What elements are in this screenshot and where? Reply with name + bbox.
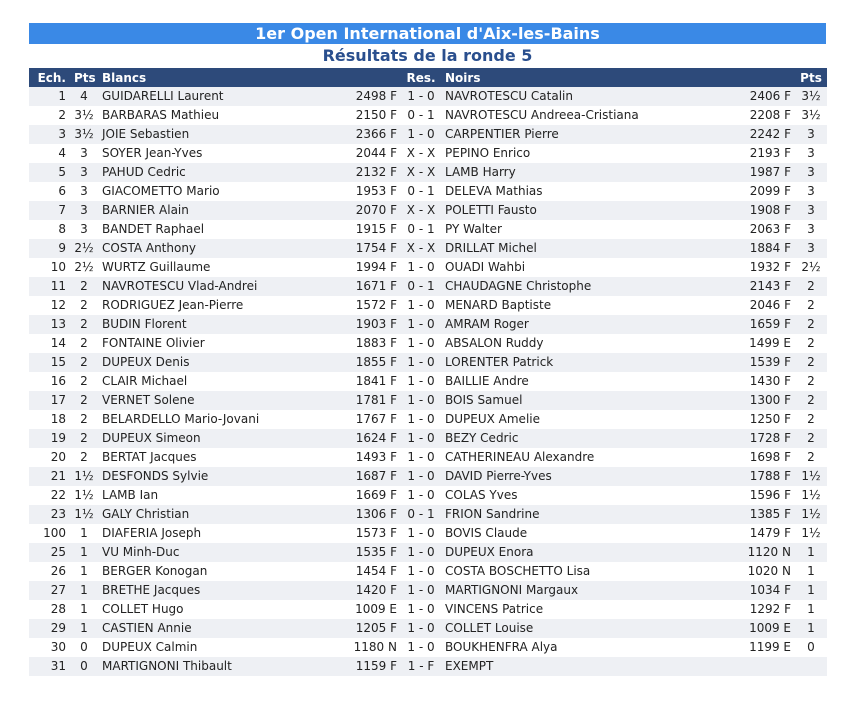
board-number: 13 bbox=[29, 315, 70, 334]
white-rating: 2366 F bbox=[335, 125, 401, 144]
table-row bbox=[29, 315, 827, 334]
board-number: 12 bbox=[29, 296, 70, 315]
white-rating: 1159 F bbox=[335, 657, 401, 676]
white-player: BERTAT Jacques bbox=[98, 448, 335, 467]
white-rating: 1180 N bbox=[335, 638, 401, 657]
game-result: 1 - 0 bbox=[401, 581, 441, 600]
black-rating: 1199 E bbox=[740, 638, 795, 657]
black-player: CARPENTIER Pierre bbox=[441, 125, 740, 144]
board-number: 18 bbox=[29, 410, 70, 429]
board-number: 27 bbox=[29, 581, 70, 600]
white-points: 0 bbox=[70, 638, 98, 657]
game-result: 1 - 0 bbox=[401, 638, 441, 657]
white-player: SOYER Jean-Yves bbox=[98, 144, 335, 163]
white-player: CLAIR Michael bbox=[98, 372, 335, 391]
game-result: 1 - F bbox=[401, 657, 441, 676]
table-row bbox=[29, 429, 827, 448]
white-rating: 1493 F bbox=[335, 448, 401, 467]
results-table bbox=[29, 68, 827, 676]
white-player: NAVROTESCU Vlad-Andrei bbox=[98, 277, 335, 296]
game-result: 1 - 0 bbox=[401, 619, 441, 638]
white-player: COSTA Anthony bbox=[98, 239, 335, 258]
table-row bbox=[29, 486, 827, 505]
white-player: VERNET Solene bbox=[98, 391, 335, 410]
white-player: VU Minh-Duc bbox=[98, 543, 335, 562]
board-number: 20 bbox=[29, 448, 70, 467]
black-player: EXEMPT bbox=[441, 657, 740, 676]
game-result: 1 - 0 bbox=[401, 600, 441, 619]
table-row bbox=[29, 467, 827, 486]
white-rating: 1781 F bbox=[335, 391, 401, 410]
black-points: 1 bbox=[795, 600, 827, 619]
white-rating: 1205 F bbox=[335, 619, 401, 638]
white-points: 1 bbox=[70, 543, 98, 562]
black-player: AMRAM Roger bbox=[441, 315, 740, 334]
black-rating: 2208 F bbox=[740, 106, 795, 125]
white-points: 2 bbox=[70, 391, 98, 410]
black-points: 2 bbox=[795, 448, 827, 467]
white-rating: 1420 F bbox=[335, 581, 401, 600]
black-points: 3 bbox=[795, 201, 827, 220]
game-result: 1 - 0 bbox=[401, 467, 441, 486]
white-points: 2 bbox=[70, 315, 98, 334]
black-points: 1 bbox=[795, 619, 827, 638]
white-points: 1½ bbox=[70, 486, 98, 505]
white-rating: 2132 F bbox=[335, 163, 401, 182]
black-points: 0 bbox=[795, 638, 827, 657]
game-result: 0 - 1 bbox=[401, 505, 441, 524]
header-pts-white: Pts bbox=[70, 68, 98, 87]
white-player: GIACOMETTO Mario bbox=[98, 182, 335, 201]
white-player: BELARDELLO Mario-Jovani bbox=[98, 410, 335, 429]
game-result: 1 - 0 bbox=[401, 315, 441, 334]
white-rating: 1994 F bbox=[335, 258, 401, 277]
black-rating bbox=[740, 657, 795, 676]
white-player: RODRIGUEZ Jean-Pierre bbox=[98, 296, 335, 315]
black-player: CHAUDAGNE Christophe bbox=[441, 277, 740, 296]
black-points: 2 bbox=[795, 315, 827, 334]
white-points: 2 bbox=[70, 372, 98, 391]
black-points: 2 bbox=[795, 277, 827, 296]
game-result: 1 - 0 bbox=[401, 87, 441, 106]
black-points: 2 bbox=[795, 353, 827, 372]
table-row bbox=[29, 87, 827, 106]
board-number: 2 bbox=[29, 106, 70, 125]
white-rating: 1953 F bbox=[335, 182, 401, 201]
white-player: BRETHE Jacques bbox=[98, 581, 335, 600]
black-rating: 2046 F bbox=[740, 296, 795, 315]
table-row bbox=[29, 163, 827, 182]
game-result: 1 - 0 bbox=[401, 258, 441, 277]
white-player: DUPEUX Denis bbox=[98, 353, 335, 372]
board-number: 29 bbox=[29, 619, 70, 638]
black-rating: 2143 F bbox=[740, 277, 795, 296]
table-row bbox=[29, 258, 827, 277]
black-points: 3 bbox=[795, 163, 827, 182]
tournament-title: 1er Open International d'Aix-les-Bains bbox=[29, 23, 826, 44]
white-points: 3 bbox=[70, 220, 98, 239]
table-row bbox=[29, 600, 827, 619]
header-elo-black bbox=[740, 68, 795, 87]
table-row bbox=[29, 334, 827, 353]
white-rating: 1573 F bbox=[335, 524, 401, 543]
header-res: Res. bbox=[401, 68, 441, 87]
game-result: 0 - 1 bbox=[401, 277, 441, 296]
white-points: 1 bbox=[70, 581, 98, 600]
table-row bbox=[29, 125, 827, 144]
board-number: 3 bbox=[29, 125, 70, 144]
black-points: 1 bbox=[795, 543, 827, 562]
black-points: 3½ bbox=[795, 87, 827, 106]
black-rating: 2406 F bbox=[740, 87, 795, 106]
white-points: 1 bbox=[70, 619, 98, 638]
white-rating: 1883 F bbox=[335, 334, 401, 353]
white-rating: 2150 F bbox=[335, 106, 401, 125]
white-points: 1 bbox=[70, 600, 98, 619]
black-rating: 1987 F bbox=[740, 163, 795, 182]
white-player: BERGER Konogan bbox=[98, 562, 335, 581]
black-rating: 1698 F bbox=[740, 448, 795, 467]
table-row bbox=[29, 106, 827, 125]
game-result: 0 - 1 bbox=[401, 182, 441, 201]
white-rating: 1841 F bbox=[335, 372, 401, 391]
white-points: 2 bbox=[70, 353, 98, 372]
white-rating: 1767 F bbox=[335, 410, 401, 429]
header-black: Noirs bbox=[441, 68, 740, 87]
black-points: 2 bbox=[795, 372, 827, 391]
game-result: 1 - 0 bbox=[401, 372, 441, 391]
white-points: 3 bbox=[70, 201, 98, 220]
black-points: 1½ bbox=[795, 505, 827, 524]
black-rating: 1430 F bbox=[740, 372, 795, 391]
board-number: 14 bbox=[29, 334, 70, 353]
game-result: 1 - 0 bbox=[401, 334, 441, 353]
black-player: DAVID Pierre-Yves bbox=[441, 467, 740, 486]
white-points: 2 bbox=[70, 334, 98, 353]
white-rating: 2498 F bbox=[335, 87, 401, 106]
game-result: 1 - 0 bbox=[401, 448, 441, 467]
board-number: 11 bbox=[29, 277, 70, 296]
black-points: 1½ bbox=[795, 467, 827, 486]
white-player: GALY Christian bbox=[98, 505, 335, 524]
black-player: BOVIS Claude bbox=[441, 524, 740, 543]
table-row bbox=[29, 524, 827, 543]
table-row bbox=[29, 144, 827, 163]
header-pts-black: Pts bbox=[795, 68, 827, 87]
black-rating: 1884 F bbox=[740, 239, 795, 258]
board-number: 28 bbox=[29, 600, 70, 619]
black-player: MENARD Baptiste bbox=[441, 296, 740, 315]
white-points: 1½ bbox=[70, 467, 98, 486]
table-row bbox=[29, 619, 827, 638]
white-points: 3 bbox=[70, 144, 98, 163]
white-player: MARTIGNONI Thibault bbox=[98, 657, 335, 676]
white-rating: 1903 F bbox=[335, 315, 401, 334]
black-player: POLETTI Fausto bbox=[441, 201, 740, 220]
header-row bbox=[29, 68, 827, 87]
board-number: 21 bbox=[29, 467, 70, 486]
black-player: COLAS Yves bbox=[441, 486, 740, 505]
white-points: 3 bbox=[70, 182, 98, 201]
black-player: BAILLIE Andre bbox=[441, 372, 740, 391]
table-row bbox=[29, 657, 827, 676]
black-points: 3 bbox=[795, 125, 827, 144]
black-rating: 1385 F bbox=[740, 505, 795, 524]
black-points: 2 bbox=[795, 296, 827, 315]
game-result: 1 - 0 bbox=[401, 429, 441, 448]
black-player: BOIS Samuel bbox=[441, 391, 740, 410]
white-player: BUDIN Florent bbox=[98, 315, 335, 334]
white-player: DUPEUX Simeon bbox=[98, 429, 335, 448]
game-result: X - X bbox=[401, 163, 441, 182]
white-player: BANDET Raphael bbox=[98, 220, 335, 239]
black-points bbox=[795, 657, 827, 676]
black-player: DRILLAT Michel bbox=[441, 239, 740, 258]
black-rating: 1120 N bbox=[740, 543, 795, 562]
white-points: 3½ bbox=[70, 106, 98, 125]
game-result: 1 - 0 bbox=[401, 562, 441, 581]
game-result: 1 - 0 bbox=[401, 410, 441, 429]
white-points: 2 bbox=[70, 296, 98, 315]
table-row bbox=[29, 505, 827, 524]
white-player: PAHUD Cedric bbox=[98, 163, 335, 182]
board-number: 31 bbox=[29, 657, 70, 676]
board-number: 15 bbox=[29, 353, 70, 372]
white-rating: 1306 F bbox=[335, 505, 401, 524]
white-points: 2 bbox=[70, 448, 98, 467]
black-rating: 1020 N bbox=[740, 562, 795, 581]
black-points: 2 bbox=[795, 429, 827, 448]
black-player: MARTIGNONI Margaux bbox=[441, 581, 740, 600]
black-player: DUPEUX Enora bbox=[441, 543, 740, 562]
game-result: X - X bbox=[401, 239, 441, 258]
game-result: 1 - 0 bbox=[401, 353, 441, 372]
black-points: 1 bbox=[795, 562, 827, 581]
black-points: 2 bbox=[795, 410, 827, 429]
black-rating: 1034 F bbox=[740, 581, 795, 600]
white-points: 3 bbox=[70, 163, 98, 182]
black-player: LAMB Harry bbox=[441, 163, 740, 182]
white-rating: 2070 F bbox=[335, 201, 401, 220]
black-player: PEPINO Enrico bbox=[441, 144, 740, 163]
header-elo-white bbox=[335, 68, 401, 87]
white-player: WURTZ Guillaume bbox=[98, 258, 335, 277]
white-rating: 1009 E bbox=[335, 600, 401, 619]
black-player: CATHERINEAU Alexandre bbox=[441, 448, 740, 467]
white-points: 4 bbox=[70, 87, 98, 106]
black-player: LORENTER Patrick bbox=[441, 353, 740, 372]
white-points: 3½ bbox=[70, 125, 98, 144]
black-points: 2½ bbox=[795, 258, 827, 277]
white-player: DESFONDS Sylvie bbox=[98, 467, 335, 486]
white-player: LAMB Ian bbox=[98, 486, 335, 505]
black-points: 3 bbox=[795, 220, 827, 239]
black-points: 1½ bbox=[795, 524, 827, 543]
black-player: COSTA BOSCHETTO Lisa bbox=[441, 562, 740, 581]
black-rating: 1932 F bbox=[740, 258, 795, 277]
black-player: ABSALON Ruddy bbox=[441, 334, 740, 353]
white-points: 1 bbox=[70, 562, 98, 581]
black-rating: 1788 F bbox=[740, 467, 795, 486]
white-rating: 1624 F bbox=[335, 429, 401, 448]
header-ech: Ech. bbox=[29, 68, 70, 87]
black-rating: 2063 F bbox=[740, 220, 795, 239]
table-row bbox=[29, 391, 827, 410]
white-rating: 1754 F bbox=[335, 239, 401, 258]
table-row bbox=[29, 410, 827, 429]
black-points: 3 bbox=[795, 239, 827, 258]
black-player: FRION Sandrine bbox=[441, 505, 740, 524]
white-points: 0 bbox=[70, 657, 98, 676]
game-result: X - X bbox=[401, 144, 441, 163]
white-player: FONTAINE Olivier bbox=[98, 334, 335, 353]
game-result: 1 - 0 bbox=[401, 391, 441, 410]
board-number: 16 bbox=[29, 372, 70, 391]
white-rating: 1572 F bbox=[335, 296, 401, 315]
black-points: 2 bbox=[795, 391, 827, 410]
white-player: GUIDARELLI Laurent bbox=[98, 87, 335, 106]
black-points: 3 bbox=[795, 144, 827, 163]
black-rating: 1499 E bbox=[740, 334, 795, 353]
black-rating: 1300 F bbox=[740, 391, 795, 410]
game-result: 1 - 0 bbox=[401, 296, 441, 315]
game-result: 1 - 0 bbox=[401, 524, 441, 543]
game-result: 0 - 1 bbox=[401, 106, 441, 125]
table-row bbox=[29, 543, 827, 562]
board-number: 30 bbox=[29, 638, 70, 657]
black-player: PY Walter bbox=[441, 220, 740, 239]
black-rating: 2099 F bbox=[740, 182, 795, 201]
white-player: BARBARAS Mathieu bbox=[98, 106, 335, 125]
black-player: BEZY Cedric bbox=[441, 429, 740, 448]
white-player: DIAFERIA Joseph bbox=[98, 524, 335, 543]
black-player: BOUKHENFRA Alya bbox=[441, 638, 740, 657]
game-result: 1 - 0 bbox=[401, 486, 441, 505]
board-number: 1 bbox=[29, 87, 70, 106]
black-rating: 1596 F bbox=[740, 486, 795, 505]
white-rating: 1687 F bbox=[335, 467, 401, 486]
black-rating: 1009 E bbox=[740, 619, 795, 638]
black-player: DELEVA Mathias bbox=[441, 182, 740, 201]
white-points: 2 bbox=[70, 410, 98, 429]
black-player: COLLET Louise bbox=[441, 619, 740, 638]
black-rating: 1250 F bbox=[740, 410, 795, 429]
board-number: 9 bbox=[29, 239, 70, 258]
black-player: VINCENS Patrice bbox=[441, 600, 740, 619]
white-player: JOIE Sebastien bbox=[98, 125, 335, 144]
white-points: 1½ bbox=[70, 505, 98, 524]
black-rating: 2242 F bbox=[740, 125, 795, 144]
white-rating: 1855 F bbox=[335, 353, 401, 372]
board-number: 100 bbox=[29, 524, 70, 543]
white-rating: 1671 F bbox=[335, 277, 401, 296]
black-player: NAVROTESCU Catalin bbox=[441, 87, 740, 106]
black-player: NAVROTESCU Andreea-Cristiana bbox=[441, 106, 740, 125]
round-subtitle: Résultats de la ronde 5 bbox=[322, 46, 533, 65]
black-points: 1 bbox=[795, 581, 827, 600]
game-result: 1 - 0 bbox=[401, 543, 441, 562]
board-number: 7 bbox=[29, 201, 70, 220]
black-rating: 1539 F bbox=[740, 353, 795, 372]
results-body bbox=[29, 87, 827, 676]
white-rating: 2044 F bbox=[335, 144, 401, 163]
table-row bbox=[29, 239, 827, 258]
board-number: 8 bbox=[29, 220, 70, 239]
board-number: 4 bbox=[29, 144, 70, 163]
table-row bbox=[29, 296, 827, 315]
black-player: OUADI Wahbi bbox=[441, 258, 740, 277]
black-rating: 1659 F bbox=[740, 315, 795, 334]
table-row bbox=[29, 220, 827, 239]
white-rating: 1454 F bbox=[335, 562, 401, 581]
black-rating: 1292 F bbox=[740, 600, 795, 619]
black-points: 1½ bbox=[795, 486, 827, 505]
table-row bbox=[29, 353, 827, 372]
board-number: 23 bbox=[29, 505, 70, 524]
table-row bbox=[29, 448, 827, 467]
game-result: 1 - 0 bbox=[401, 125, 441, 144]
black-player: DUPEUX Amelie bbox=[441, 410, 740, 429]
board-number: 5 bbox=[29, 163, 70, 182]
white-rating: 1915 F bbox=[335, 220, 401, 239]
game-result: X - X bbox=[401, 201, 441, 220]
board-number: 17 bbox=[29, 391, 70, 410]
table-row bbox=[29, 581, 827, 600]
board-number: 19 bbox=[29, 429, 70, 448]
board-number: 26 bbox=[29, 562, 70, 581]
black-points: 2 bbox=[795, 334, 827, 353]
white-player: COLLET Hugo bbox=[98, 600, 335, 619]
white-rating: 1669 F bbox=[335, 486, 401, 505]
white-points: 2 bbox=[70, 277, 98, 296]
white-points: 2½ bbox=[70, 239, 98, 258]
board-number: 22 bbox=[29, 486, 70, 505]
table-row bbox=[29, 201, 827, 220]
header-white: Blancs bbox=[98, 68, 335, 87]
white-points: 2½ bbox=[70, 258, 98, 277]
table-row bbox=[29, 638, 827, 657]
table-row bbox=[29, 182, 827, 201]
white-rating: 1535 F bbox=[335, 543, 401, 562]
table-row bbox=[29, 277, 827, 296]
black-points: 3½ bbox=[795, 106, 827, 125]
black-rating: 1479 F bbox=[740, 524, 795, 543]
black-rating: 1728 F bbox=[740, 429, 795, 448]
black-rating: 2193 F bbox=[740, 144, 795, 163]
white-player: CASTIEN Annie bbox=[98, 619, 335, 638]
table-row bbox=[29, 562, 827, 581]
board-number: 6 bbox=[29, 182, 70, 201]
black-points: 3 bbox=[795, 182, 827, 201]
white-points: 2 bbox=[70, 429, 98, 448]
board-number: 25 bbox=[29, 543, 70, 562]
table-row bbox=[29, 372, 827, 391]
white-points: 1 bbox=[70, 524, 98, 543]
white-player: BARNIER Alain bbox=[98, 201, 335, 220]
board-number: 10 bbox=[29, 258, 70, 277]
white-player: DUPEUX Calmin bbox=[98, 638, 335, 657]
game-result: 0 - 1 bbox=[401, 220, 441, 239]
black-rating: 1908 F bbox=[740, 201, 795, 220]
